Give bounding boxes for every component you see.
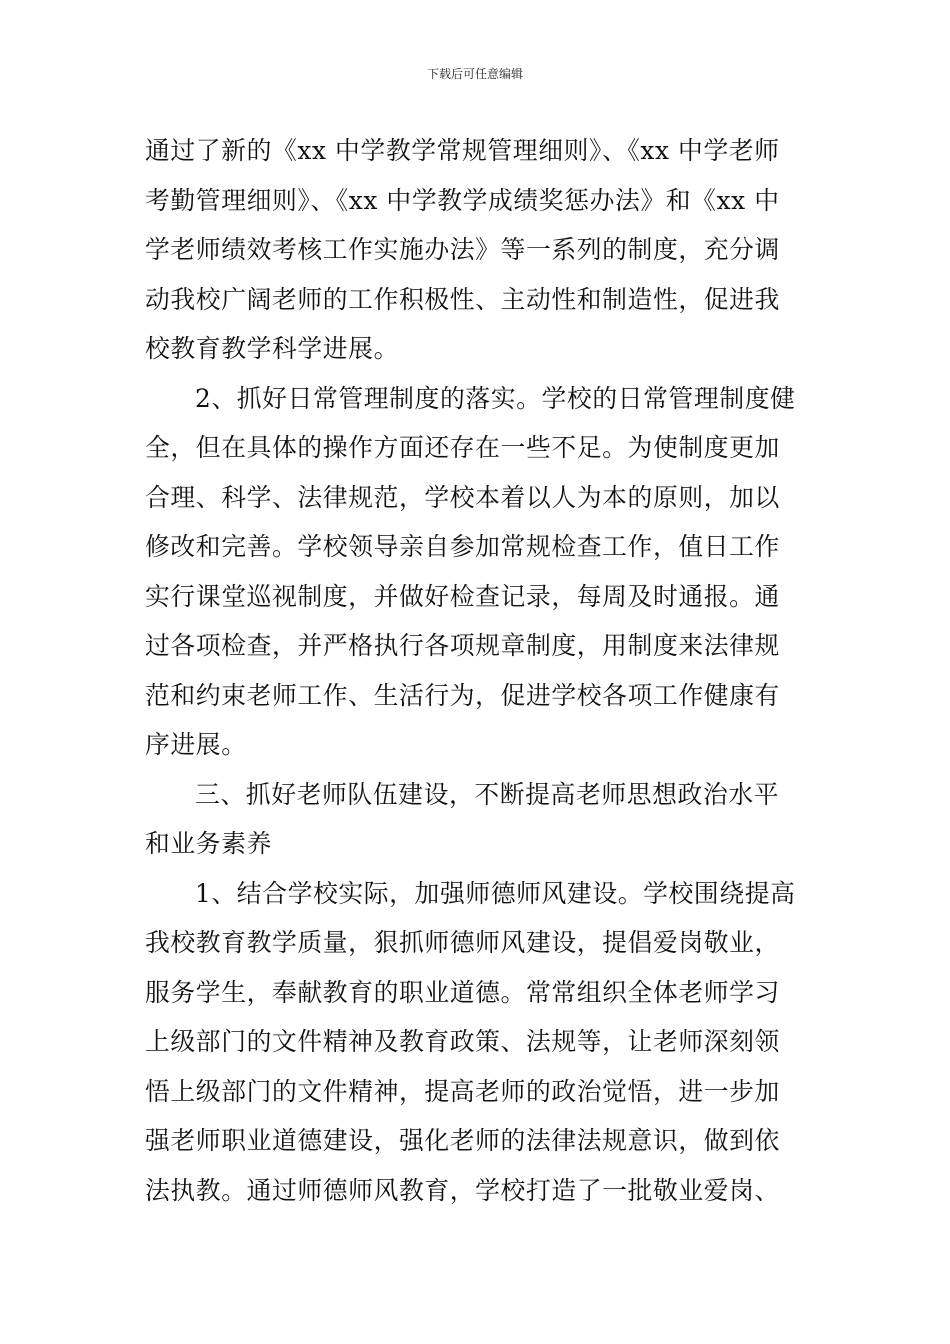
text-line: 我校教育教学质量，狠抓师德师风建设，提倡爱岗敬业， bbox=[145, 928, 780, 957]
text-line: 动我校广阔老师的工作积极性、主动性和制造性，促进我 bbox=[145, 284, 780, 314]
text-line: 考勤管理细则》、《xx 中学教学成绩奖惩办法》和《xx 中 bbox=[145, 185, 780, 215]
text-line: 强老师职业道德建设，强化老师的法律法规意识，做到依 bbox=[145, 1126, 780, 1155]
text-line: 校教育教学科学进展。 bbox=[145, 334, 399, 363]
text-line: 范和约束老师工作、生活行为，促进学校各项工作健康有 bbox=[145, 680, 780, 710]
text-line: 过各项检查，并严格执行各项规章制度，用制度来法律规 bbox=[145, 631, 780, 660]
text-line: 合理、科学、法律规范，学校本着以人为本的原则，加以 bbox=[145, 482, 780, 512]
paragraph-start-line: 1、结合学校实际，加强师德师风建设。学校围绕提高 bbox=[195, 878, 796, 908]
text-line: 上级部门的文件精神及教育政策、法规等，让老师深刻领 bbox=[145, 1027, 780, 1056]
paragraph-start-line: 2、抓好日常管理制度的落实。学校的日常管理制度健 bbox=[195, 383, 796, 413]
text-line: 法执教。通过师德师风教育，学校打造了一批敬业爱岗、 bbox=[145, 1175, 780, 1205]
section-heading-line: 三、抓好老师队伍建设，不断提高老师思想政治水平 bbox=[195, 779, 780, 809]
document-body bbox=[145, 126, 815, 1215]
text-line: 全，但在具体的操作方面还存在一些不足。为使制度更加 bbox=[145, 433, 780, 462]
text-line: 序进展。 bbox=[145, 730, 247, 759]
text-line: 悟上级部门的文件精神，提高老师的政治觉悟，进一步加 bbox=[145, 1076, 780, 1106]
page-header: 下载后可任意编辑 bbox=[426, 67, 523, 81]
section-heading-line: 和业务素养 bbox=[145, 829, 272, 858]
text-line: 实行课堂巡视制度，并做好检查记录，每周及时通报。通 bbox=[145, 581, 780, 611]
text-line: 修改和完善。学校领导亲自参加常规检查工作，值日工作 bbox=[145, 532, 780, 561]
text-line: 通过了新的《xx 中学教学常规管理细则》、《xx 中学老师 bbox=[145, 136, 780, 165]
text-line: 服务学生，奉献教育的职业道德。常常组织全体老师学习 bbox=[145, 977, 780, 1007]
text-line: 学老师绩效考核工作实施办法》等一系列的制度，充分调 bbox=[145, 235, 780, 264]
